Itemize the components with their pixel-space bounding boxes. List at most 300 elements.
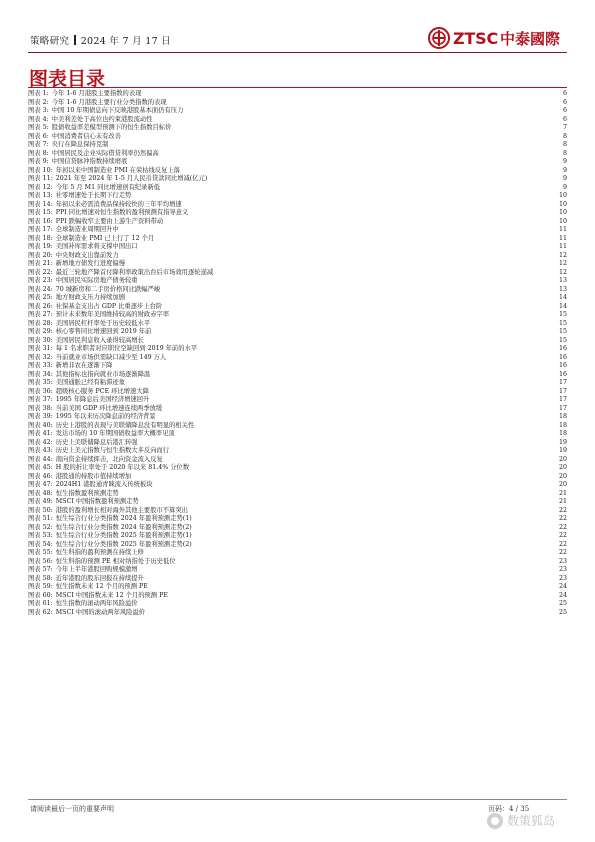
toc-entry-label: 图表 28:: [28, 319, 53, 327]
toc-entry-title: 每 1 名求职者对应职位空缺回到 2019 年前的水平: [55, 345, 198, 352]
toc-entry-leader: [138, 439, 557, 448]
toc-entry[interactable]: [28, 524, 567, 533]
toc-entry-page: 18: [558, 413, 567, 420]
toc-entry-label: 图表 46:: [28, 472, 53, 480]
toc-entry[interactable]: [28, 201, 567, 210]
toc-entry-page: 20: [558, 481, 567, 488]
toc-entry[interactable]: [28, 184, 567, 193]
toc-entry-title: 新增地方债发行进度偏慢: [55, 260, 125, 267]
toc-entry-leader: [207, 175, 557, 184]
toc-entry-page: 11: [558, 226, 567, 233]
toc-entry-title: PPI 同比增速对恒生指数的盈利预测有指导意义: [55, 209, 189, 216]
toc-entry-title: 中美利差处于高位也约束港股流动性: [51, 115, 153, 123]
page-title: 图表目录: [29, 68, 106, 90]
toc-entry-page: 11: [558, 234, 567, 242]
toc-entry-page: 15: [558, 328, 567, 335]
toc-entry-title: MSCI 中国的滚动两年风险溢价: [55, 608, 146, 616]
toc-entry-label: 图表 29:: [28, 328, 53, 335]
toc-entry-leader: [175, 430, 557, 439]
toc-entry-label: 图表 58:: [28, 574, 53, 582]
toc-entry-page: 20: [558, 464, 567, 471]
page-header: [30, 33, 171, 47]
toc-entry[interactable]: [28, 371, 567, 380]
toc-entry[interactable]: [28, 541, 567, 550]
toc-entry-page: 16: [558, 362, 567, 369]
toc-entry-title: 美国居民杠杆率处于历史较低水平: [55, 319, 151, 327]
toc-entry-title: 2021 年至 2024 年 1-5 月人民币贷款同比增减(亿元): [55, 175, 208, 182]
toc-entry[interactable]: [28, 473, 567, 482]
toc-entry-page: 8: [562, 141, 567, 148]
toc-entry-leader: [138, 277, 557, 286]
toc-entry-title: 港股的盈利增长相对海外其他主要股市不算突出: [55, 506, 188, 514]
toc-entry[interactable]: [28, 396, 567, 405]
toc-entry-page: 6: [562, 90, 567, 97]
toc-entry-leader: [176, 558, 557, 567]
toc-entry-page: 20: [558, 472, 567, 480]
toc-entry-title: 美国补库需求将支撑中国出口: [55, 243, 138, 250]
toc-entry-page: 22: [558, 515, 567, 522]
toc-entry[interactable]: [28, 192, 567, 201]
toc-entry[interactable]: [28, 286, 567, 295]
toc-entry[interactable]: [28, 90, 567, 99]
logo-chinese-name: 中泰國際: [499, 29, 560, 48]
toc-entry-page: 6: [562, 98, 567, 106]
toc-entry-title: 历史上美元指数与恒生指数大多反向而行: [55, 447, 170, 454]
toc-entry-title: 发达市场的 10 年期国债收益率大概率见顶: [55, 430, 175, 437]
toc-entry-page: 23: [558, 574, 567, 582]
toc-entry[interactable]: [28, 277, 567, 286]
toc-entry[interactable]: [28, 566, 567, 575]
toc-entry[interactable]: [28, 175, 567, 184]
toc-entry-title: 央行在降息保持克制: [51, 141, 109, 148]
toc-entry-label: 图表 11:: [28, 175, 53, 182]
toc-entry-label: 图表 57:: [28, 566, 53, 573]
toc-entry-page: 8: [562, 149, 567, 157]
toc-entry-label: 图表 56:: [28, 557, 53, 565]
toc-entry-title: 恒生指数未来 12 个月的预测 PE: [55, 583, 148, 590]
toc-entry-label: 图表 45:: [28, 464, 53, 471]
toc-entry[interactable]: [28, 328, 567, 337]
toc-entry[interactable]: [28, 490, 567, 499]
toc-entry-leader: [125, 294, 557, 303]
toc-entry-title: 新增非农在逐渐下降: [55, 362, 113, 369]
toc-entry-label: 图表 52:: [28, 523, 53, 531]
toc-entry-leader: [160, 286, 557, 295]
toc-entry-title: 南向资金持续挥击，北向资金流入反复: [55, 455, 163, 463]
toc-entry-leader: [149, 388, 557, 397]
toc-entry-label: 图表 61:: [28, 600, 53, 607]
toc-entry-leader: [131, 192, 557, 201]
toc-entry-title: 地方财政支压力持续加剧: [55, 294, 125, 301]
toc-entry-leader: [121, 133, 557, 142]
toc-entry-label: 图表 27:: [28, 311, 53, 318]
toc-entry-page: 22: [558, 540, 567, 548]
toc-entry[interactable]: [28, 260, 567, 269]
toc-entry[interactable]: [28, 124, 567, 133]
toc-entry-page: 16: [558, 345, 567, 352]
toc-entry[interactable]: [28, 592, 567, 601]
toc-entry-page: 23: [558, 557, 567, 565]
toc-entry[interactable]: [28, 464, 567, 473]
toc-entry-title: 中央财政支出靠前发力: [55, 251, 119, 259]
toc-entry-title: 2024H1 港股通青睐流入传统板块: [55, 481, 153, 488]
toc-entry-label: 图表 8:: [28, 149, 49, 157]
toc-entry-label: 图表 54:: [28, 540, 53, 548]
toc-entry-page: 17: [558, 404, 567, 412]
toc-entry-label: 图表 62:: [28, 608, 53, 616]
toc-entry[interactable]: [28, 235, 567, 244]
toc-entry-label: 图表 10:: [28, 166, 53, 174]
toc-entry[interactable]: [28, 600, 567, 609]
toc-entry-page: 21: [558, 489, 567, 497]
toc-entry-page: 22: [558, 549, 567, 556]
toc-entry-page: 15: [558, 336, 567, 344]
toc-entry-page: 19: [558, 447, 567, 454]
toc-entry-label: 图表 41:: [28, 430, 53, 437]
toc-entry-label: 图表 6:: [28, 132, 49, 140]
toc-entry-page: 12: [558, 251, 567, 259]
toc-entry-leader: [162, 303, 557, 312]
toc-entry[interactable]: [28, 141, 567, 150]
toc-entry[interactable]: [28, 209, 567, 218]
toc-entry-leader: [153, 481, 557, 490]
toc-entry-title: 全球制造业周期回升中: [55, 226, 119, 233]
toc-entry-label: 图表 49:: [28, 498, 53, 505]
toc-entry-page: 17: [558, 387, 567, 395]
toc-entry-title: 恒生综合行业分类指数 2025 年盈利预测走势(1): [55, 532, 192, 539]
toc-entry-title: 年初以来中国制造业 PMI 在荣枯线反复上落: [55, 166, 180, 174]
toc-entry-title: 今年 1-6 月港股主要行业分类指数的表现: [51, 98, 167, 106]
toc-entry[interactable]: [28, 337, 567, 346]
toc-entry-title: 港股通的持股市值持续增加: [55, 472, 132, 480]
toc-entry-leader: [183, 107, 557, 116]
toc-entry-title: 历史上美联储降息后港汇转强: [55, 438, 138, 446]
toc-entry-leader: [151, 328, 557, 337]
toc-entry-page: 10: [558, 209, 567, 216]
toc-entry-page: 9: [562, 183, 567, 191]
toc-entry[interactable]: [28, 498, 567, 507]
toc-entry-label: 图表 9:: [28, 158, 49, 165]
toc-entry[interactable]: [28, 439, 567, 448]
toc-entry-leader: [138, 243, 557, 252]
toc-entry-label: 图表 32:: [28, 353, 53, 361]
toc-entry-leader: [169, 447, 557, 456]
toc-entry-leader: [119, 226, 557, 235]
toc-entry[interactable]: [28, 447, 567, 456]
header-rule: [28, 52, 567, 53]
toc-entry-page: 6: [562, 107, 567, 114]
toc-entry-leader: [150, 371, 557, 380]
toc-entry[interactable]: [28, 379, 567, 388]
toc-entry-leader: [112, 362, 557, 371]
toc-entry-leader: [182, 201, 557, 210]
toc-entry[interactable]: [28, 99, 567, 108]
toc-entry-leader: [192, 524, 557, 533]
toc-entry[interactable]: [28, 133, 567, 142]
toc-entry-label: 图表 19:: [28, 243, 53, 250]
toc-entry-title: 今年 5 月 M1 同比增速创有纪录新低: [55, 183, 161, 191]
toc-entry-leader: [144, 337, 557, 346]
toc-entry-leader: [108, 141, 557, 150]
toc-entry-title: 恒生综合行业分类指数 2024 年盈利预测走势(1): [55, 515, 192, 522]
toc-entry-label: 图表 1:: [28, 90, 49, 97]
toc-entry[interactable]: [28, 549, 567, 558]
toc-entry-title: 70 城新房和二手房价格同比跌幅严峻: [55, 285, 161, 293]
toc-entry[interactable]: [28, 362, 567, 371]
toc-entry-label: 图表 20:: [28, 251, 53, 259]
toc-entry-label: 图表 26:: [28, 302, 53, 310]
toc-entry[interactable]: [28, 167, 567, 176]
toc-entry-leader: [197, 345, 557, 354]
toc-entry-label: 图表 35:: [28, 379, 53, 386]
toc-entry-page: 9: [562, 175, 567, 182]
toc-entry-leader: [127, 158, 557, 167]
toc-entry-title: 股债收益率差模型预测下的恒生指数目标价: [51, 124, 172, 131]
toc-entry-page: 14: [558, 302, 567, 310]
toc-entry-label: 图表 5:: [28, 124, 49, 131]
toc-entry-leader: [141, 90, 557, 99]
toc-entry-title: 恒生综合行业分类指数 2024 年盈利预测走势(2): [55, 523, 192, 531]
toc-entry-title: 其他指标也指向就业市场逐渐降温: [55, 370, 151, 378]
watermark-text: 数策狐岛: [507, 814, 556, 828]
toc-entry-page: 24: [558, 583, 567, 590]
toc-entry-page: 25: [558, 600, 567, 607]
toc-entry-title: 恒生指数盈利预测走势: [55, 489, 119, 497]
header-divider: [74, 35, 76, 45]
toc-entry-title: 预计未来数年美国维持较高的财政赤字率: [55, 311, 170, 318]
toc-entry-title: 中国消费者信心未有改善: [51, 132, 121, 140]
toc-entry[interactable]: [28, 252, 567, 261]
toc-entry-title: PPI 跌幅收窄主要由上游生产资料带动: [55, 217, 164, 225]
toc-entry-leader: [171, 124, 557, 133]
toc-entry-page: 10: [558, 217, 567, 225]
toc-entry-label: 图表 2:: [28, 98, 49, 106]
toc-entry-page: 12: [558, 268, 567, 276]
toc-entry-leader: [138, 600, 557, 609]
toc-entry-title: H 股的折让率处于 2020 年以来 81.4% 分位数: [55, 464, 190, 471]
toc-entry-label: 图表 17:: [28, 226, 53, 233]
toc-entry-leader: [162, 405, 557, 414]
toc-entry[interactable]: [28, 456, 567, 465]
toc-entry-leader: [180, 167, 557, 176]
toc-entry-page: 12: [558, 260, 567, 267]
footer-disclaimer: 请阅读最后一页的重要声明: [30, 805, 114, 813]
toc-entry[interactable]: [28, 150, 567, 159]
toc-entry-page: 16: [558, 370, 567, 378]
toc-entry-leader: [159, 150, 557, 159]
toc-entry-page: 15: [558, 311, 567, 318]
toc-entry[interactable]: [28, 481, 567, 490]
toc-entry-label: 图表 24:: [28, 285, 53, 293]
footer-rule: [28, 799, 567, 800]
toc-entry[interactable]: [28, 515, 567, 524]
toc-entry-leader: [145, 609, 557, 618]
report-date: 2024 年 7 月 17 日: [80, 36, 172, 47]
toc-entry-leader: [144, 575, 557, 584]
toc-entry[interactable]: [28, 158, 567, 167]
toc-entry-page: 17: [558, 379, 567, 386]
toc-entry[interactable]: [28, 226, 567, 235]
toc-entry-title: MSCI 中国指数盈利预测走势: [55, 498, 139, 505]
toc-entry-page: 22: [558, 523, 567, 531]
toc-entry-label: 图表 16:: [28, 217, 53, 225]
toc-entry-leader: [149, 396, 557, 405]
page-number: 页码：4 / 35: [488, 805, 530, 813]
toc-entry-label: 图表 42:: [28, 438, 53, 446]
toc-entry-label: 图表 34:: [28, 370, 53, 378]
toc-entry-leader: [125, 260, 557, 269]
toc-entry-page: 10: [558, 192, 567, 199]
toc-entry-label: 图表 43:: [28, 447, 53, 454]
toc-entry-label: 图表 23:: [28, 277, 53, 284]
toc-entry-title: 当前美国 GDP 环比增速连续两季放缓: [55, 404, 163, 412]
toc-entry[interactable]: [28, 345, 567, 354]
toc-entry-page: 10: [558, 200, 567, 208]
toc-entry-title: 近年港股的股东回报在持续提升: [55, 574, 144, 582]
toc-entry-label: 图表 40:: [28, 421, 53, 429]
toc-entry-label: 图表 15:: [28, 209, 53, 216]
toc-entry-title: 恒生科指的预测 PE 相对纳指处于历史低位: [55, 557, 176, 565]
toc-entry-title: 最近三轮地产降首付降利率政策出台后市场效用逐轮递减: [55, 268, 214, 276]
toc-entry[interactable]: [28, 354, 567, 363]
toc-entry-label: 图表 18:: [28, 234, 53, 242]
toc-entry-label: 图表 48:: [28, 489, 53, 497]
toc-entry-title: 全球制造业 PMI 已上行了 12 个月: [55, 234, 155, 242]
toc-entry-title: MSCI 中国指数未来 12 个月的预测 PE: [55, 591, 168, 599]
toc-entry-label: 图表 13:: [28, 192, 53, 199]
toc-entry-page: 21: [558, 498, 567, 505]
toc-entry-leader: [152, 116, 557, 125]
toc-entry-page: 18: [558, 421, 567, 429]
toc-entry-leader: [160, 184, 557, 193]
toc-entry-title: 中国居民实际房地产债务较重: [55, 277, 138, 284]
toc-entry-page: 9: [562, 158, 567, 165]
toc-entry-label: 图表 3:: [28, 107, 49, 114]
toc-entry-page: 18: [558, 430, 567, 437]
toc-entry[interactable]: [28, 116, 567, 125]
table-of-figures: [28, 90, 567, 617]
toc-entry-label: 图表 4:: [28, 115, 49, 123]
toc-entry[interactable]: [28, 405, 567, 414]
toc-entry-title: 美国通胀已经有粘滞迹象: [55, 379, 125, 386]
toc-entry[interactable]: [28, 430, 567, 439]
toc-entry-page: 19: [558, 438, 567, 446]
toc-entry-leader: [119, 252, 557, 261]
toc-entry-page: 15: [558, 319, 567, 327]
toc-entry-page: 9: [562, 166, 567, 174]
toc-entry-title: 超级核心服务 PCE 环比增速大降: [55, 387, 149, 395]
toc-entry[interactable]: [28, 107, 567, 116]
toc-entry[interactable]: [28, 320, 567, 329]
toc-entry-title: 1995 年以来历次降息前的经济背景: [55, 413, 156, 420]
toc-entry-page: 22: [558, 506, 567, 514]
toc-entry-label: 图表 31:: [28, 345, 53, 352]
toc-entry-label: 图表 21:: [28, 260, 53, 267]
toc-entry-title: 中国居民及企业实际借贷利率仍然偏高: [51, 149, 159, 157]
toc-entry-page: 20: [558, 455, 567, 463]
toc-entry-leader: [154, 235, 557, 244]
toc-entry[interactable]: [28, 583, 567, 592]
toc-entry-title: 1995 年降息后美国经济增速回升: [55, 396, 150, 403]
toc-entry-label: 图表 37:: [28, 396, 53, 403]
toc-entry[interactable]: [28, 413, 567, 422]
department-label: 策略研究: [30, 36, 70, 47]
toc-entry-label: 图表 22:: [28, 268, 53, 276]
toc-entry-leader: [194, 422, 557, 431]
toc-entry[interactable]: [28, 243, 567, 252]
toc-entry-page: 17: [558, 396, 567, 403]
toc-entry-title: 恒生科指的盈利预测在持续上修: [55, 549, 144, 556]
toc-entry-leader: [139, 498, 557, 507]
toc-entry[interactable]: [28, 269, 567, 278]
toc-entry-leader: [166, 354, 557, 363]
toc-entry-leader: [163, 218, 557, 227]
toc-entry-label: 图表 14:: [28, 200, 53, 208]
toc-entry[interactable]: [28, 507, 567, 516]
toc-entry-title: 当前就业市场供需缺口减少至 149 万人: [55, 353, 167, 361]
toc-entry-leader: [150, 320, 557, 329]
watermark: [487, 812, 555, 829]
toc-entry[interactable]: [28, 311, 567, 320]
toc-entry-title: 恒生综合行业分类指数 2025 年盈利预测走势(2): [55, 540, 192, 548]
logo-text: ZTSC: [453, 28, 498, 48]
toc-entry-label: 图表 36:: [28, 387, 53, 395]
toc-entry-title: 中国 10 年期债息向下反映港股基本面仍有压力: [51, 107, 184, 114]
toc-entry[interactable]: [28, 558, 567, 567]
toc-entry[interactable]: [28, 294, 567, 303]
toc-entry-title: 今年 1-6 月港股主要指数的表现: [51, 90, 142, 97]
toc-entry-label: 图表 59:: [28, 583, 53, 590]
toc-entry-page: 8: [562, 132, 567, 140]
toc-entry-title: 社零增速处于长期下行走势: [55, 192, 132, 199]
toc-entry-title: 历史上港股的表现与美联储降息没有明显的相关性: [55, 421, 195, 429]
toc-entry-label: 图表 60:: [28, 591, 53, 599]
toc-entry-leader: [192, 515, 557, 524]
toc-entry[interactable]: [28, 609, 567, 618]
toc-entry-label: 图表 50:: [28, 506, 53, 514]
company-logo: [428, 27, 560, 49]
toc-entry-title: 核心零售同比增速回到 2019 年前: [55, 328, 152, 335]
toc-entry[interactable]: [28, 303, 567, 312]
toc-entry-page: 24: [558, 591, 567, 599]
toc-entry-page: 14: [558, 294, 567, 301]
toc-entry-page: 22: [558, 532, 567, 539]
toc-entry[interactable]: [28, 532, 567, 541]
toc-entry-leader: [167, 99, 557, 108]
toc-entry[interactable]: [28, 388, 567, 397]
toc-entry-leader: [119, 490, 557, 499]
toc-entry[interactable]: [28, 575, 567, 584]
toc-entry-page: 13: [558, 277, 567, 284]
toc-entry-page: 7: [562, 124, 567, 131]
toc-entry-label: 图表 53:: [28, 532, 53, 539]
toc-entry[interactable]: [28, 218, 567, 227]
toc-entry-label: 图表 38:: [28, 404, 53, 412]
title-rule: [28, 87, 567, 88]
toc-entry-title: 美国居民利息收入录得较高增长: [55, 336, 144, 344]
toc-entry-leader: [131, 473, 557, 482]
toc-entry-title: 今年上半年港股回购规模激增: [55, 566, 138, 573]
toc-entry-page: 16: [558, 353, 567, 361]
toc-entry-label: 图表 7:: [28, 141, 49, 148]
toc-entry-page: 23: [558, 566, 567, 573]
toc-entry-page: 11: [558, 243, 567, 250]
toc-entry-title: 恒生指数的滚动两年风险溢价: [55, 600, 138, 607]
toc-entry-label: 图表 47:: [28, 481, 53, 488]
toc-entry-leader: [144, 549, 557, 558]
toc-entry[interactable]: [28, 422, 567, 431]
toc-entry-leader: [163, 456, 557, 465]
